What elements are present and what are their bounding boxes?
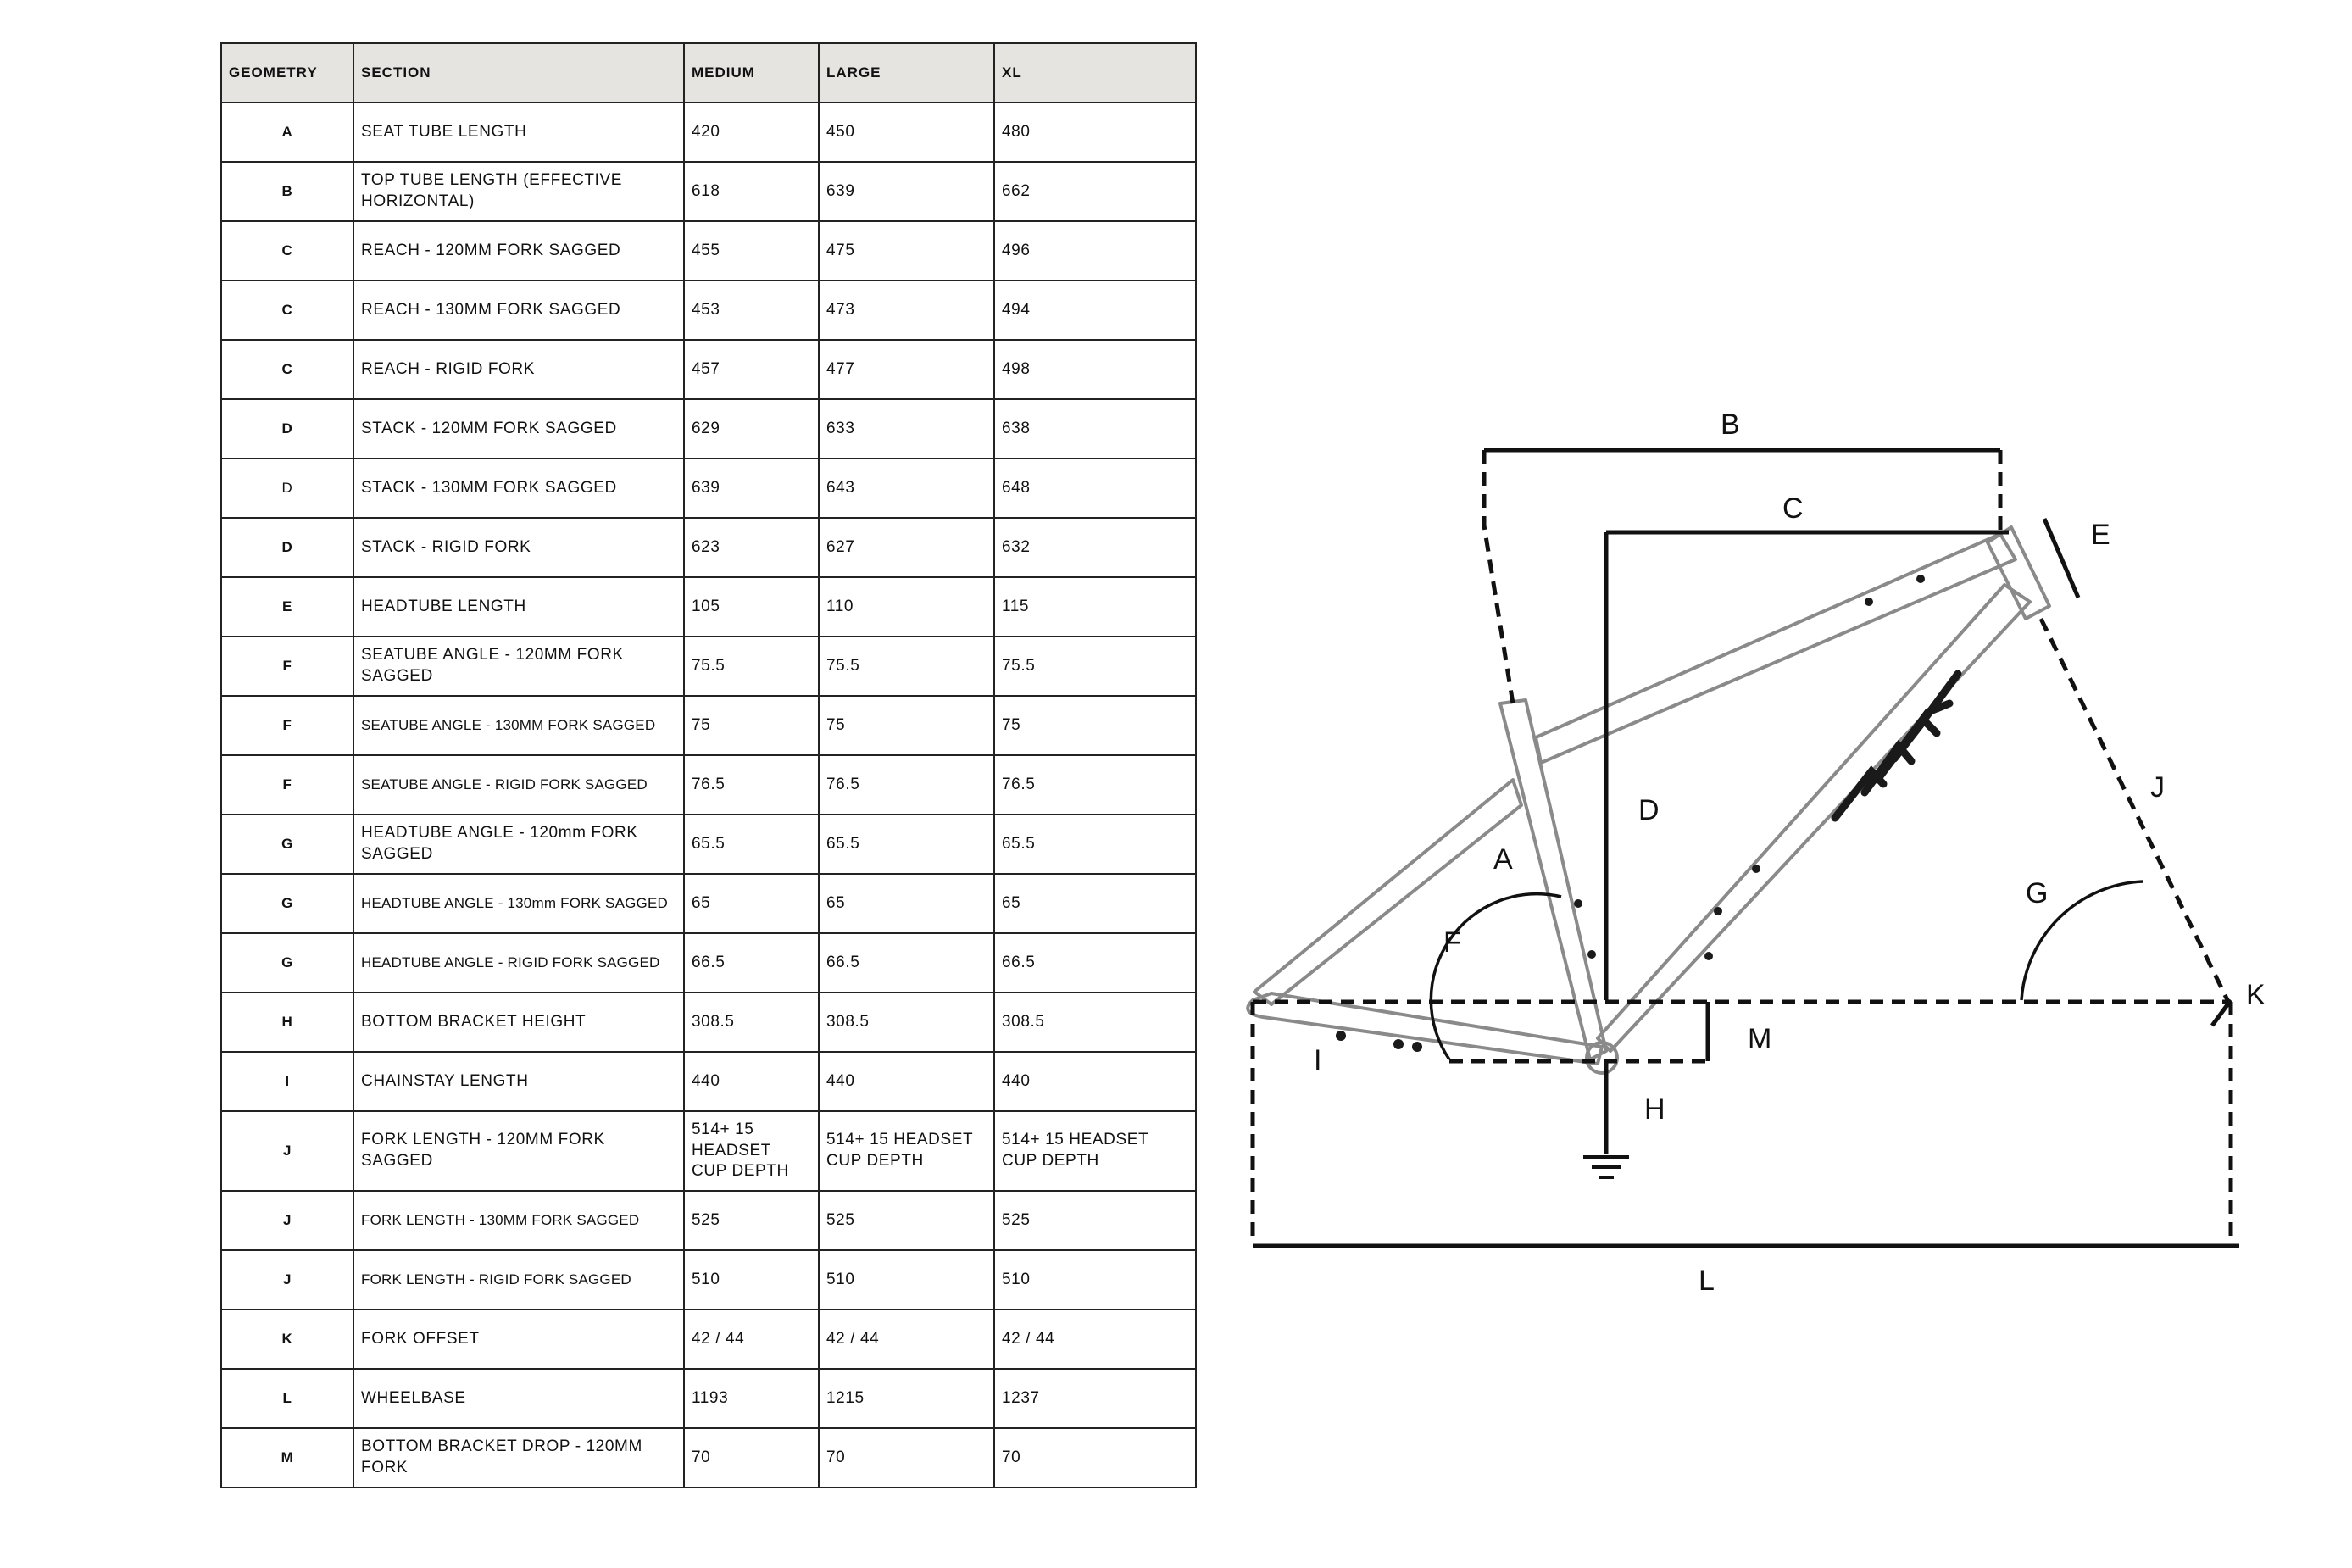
xl-cell: 525 — [994, 1191, 1196, 1250]
section-cell: WHEELBASE — [353, 1369, 684, 1428]
geometry-code: G — [221, 933, 353, 993]
table-row — [221, 103, 1196, 162]
large-cell: 477 — [819, 340, 994, 399]
xl-cell: 648 — [994, 459, 1196, 518]
frame-geometry-diagram — [1220, 373, 2288, 1331]
section-cell: FORK OFFSET — [353, 1309, 684, 1369]
xl-cell: 440 — [994, 1052, 1196, 1111]
dimension-lines — [1253, 450, 2239, 1246]
seat-stay — [1254, 780, 1521, 1004]
label-l: L — [1699, 1265, 1715, 1297]
section-cell: SEATUBE ANGLE - 120MM FORK SAGGED — [353, 637, 684, 696]
table-row — [221, 221, 1196, 281]
geometry-code: I — [221, 1052, 353, 1111]
xl-cell: 70 — [994, 1428, 1196, 1487]
table-row — [221, 933, 1196, 993]
table-row — [221, 162, 1196, 221]
geometry-code: A — [221, 103, 353, 162]
label-f: F — [1443, 926, 1461, 959]
section-cell: SEATUBE ANGLE - RIGID FORK SAGGED — [353, 755, 684, 815]
geometry-code: B — [221, 162, 353, 221]
label-d: D — [1638, 794, 1660, 826]
table-row — [221, 1191, 1196, 1250]
medium-cell: 455 — [684, 221, 819, 281]
label-j: J — [2150, 771, 2165, 803]
medium-cell: 70 — [684, 1428, 819, 1487]
section-cell: FORK LENGTH - 120MM FORK SAGGED — [353, 1111, 684, 1191]
medium-cell: 105 — [684, 577, 819, 637]
dimension-j-dashed — [2041, 619, 2231, 1007]
xl-cell: 498 — [994, 340, 1196, 399]
label-i: I — [1314, 1044, 1322, 1076]
geometry-code: M — [221, 1428, 353, 1487]
medium-cell: 514+ 15 HEADSET CUP DEPTH — [684, 1111, 819, 1191]
large-cell: 70 — [819, 1428, 994, 1487]
label-h: H — [1644, 1093, 1665, 1126]
geometry-code: D — [221, 459, 353, 518]
label-m: M — [1748, 1023, 1772, 1055]
section-cell: REACH - 120MM FORK SAGGED — [353, 221, 684, 281]
table-header-row — [221, 43, 1196, 103]
xl-cell: 42 / 44 — [994, 1309, 1196, 1369]
table-row — [221, 1111, 1196, 1191]
table-row — [221, 874, 1196, 933]
xl-cell: 65.5 — [994, 815, 1196, 874]
geometry-code: F — [221, 637, 353, 696]
xl-cell: 510 — [994, 1250, 1196, 1309]
geometry-code: K — [221, 1309, 353, 1369]
table-row — [221, 1052, 1196, 1111]
table-row — [221, 696, 1196, 755]
medium-cell: 42 / 44 — [684, 1309, 819, 1369]
medium-cell: 65 — [684, 874, 819, 933]
geometry-code: G — [221, 815, 353, 874]
geometry-code: F — [221, 755, 353, 815]
xl-cell: 1237 — [994, 1369, 1196, 1428]
large-cell: 510 — [819, 1250, 994, 1309]
geometry-table — [220, 42, 1197, 1488]
xl-cell: 65 — [994, 874, 1196, 933]
table-row — [221, 755, 1196, 815]
label-b: B — [1721, 409, 1740, 441]
section-cell: HEADTUBE ANGLE - 130mm FORK SAGGED — [353, 874, 684, 933]
geometry-code: L — [221, 1369, 353, 1428]
table-row — [221, 399, 1196, 459]
large-cell: 633 — [819, 399, 994, 459]
geometry-code: J — [221, 1250, 353, 1309]
medium-cell: 457 — [684, 340, 819, 399]
geometry-code: G — [221, 874, 353, 933]
geometry-code: D — [221, 518, 353, 577]
large-cell: 308.5 — [819, 993, 994, 1052]
label-e: E — [2091, 519, 2110, 551]
table-row — [221, 637, 1196, 696]
medium-cell: 639 — [684, 459, 819, 518]
geometry-code: H — [221, 993, 353, 1052]
section-cell: STACK - 120MM FORK SAGGED — [353, 399, 684, 459]
medium-cell: 618 — [684, 162, 819, 221]
xl-cell: 66.5 — [994, 933, 1196, 993]
table-row — [221, 1250, 1196, 1309]
geometry-code: J — [221, 1111, 353, 1191]
medium-cell: 440 — [684, 1052, 819, 1111]
large-cell: 627 — [819, 518, 994, 577]
large-cell: 76.5 — [819, 755, 994, 815]
xl-cell: 494 — [994, 281, 1196, 340]
section-cell: SEAT TUBE LENGTH — [353, 103, 684, 162]
table-row — [221, 577, 1196, 637]
section-cell: REACH - RIGID FORK — [353, 340, 684, 399]
header-geometry: GEOMETRY — [221, 43, 353, 103]
medium-cell: 623 — [684, 518, 819, 577]
medium-cell: 75 — [684, 696, 819, 755]
section-cell: STACK - 130MM FORK SAGGED — [353, 459, 684, 518]
large-cell: 643 — [819, 459, 994, 518]
large-cell: 75.5 — [819, 637, 994, 696]
xl-cell: 75 — [994, 696, 1196, 755]
large-cell: 639 — [819, 162, 994, 221]
brand-logo — [1835, 674, 1958, 818]
medium-cell: 453 — [684, 281, 819, 340]
table-row — [221, 281, 1196, 340]
table-row — [221, 993, 1196, 1052]
medium-cell: 525 — [684, 1191, 819, 1250]
xl-cell: 75.5 — [994, 637, 1196, 696]
section-cell: HEADTUBE ANGLE - 120mm FORK SAGGED — [353, 815, 684, 874]
dimension-b-left-dashed — [1484, 450, 1513, 703]
large-cell: 450 — [819, 103, 994, 162]
table-row — [221, 518, 1196, 577]
medium-cell: 1193 — [684, 1369, 819, 1428]
label-a: A — [1493, 843, 1513, 876]
large-cell: 475 — [819, 221, 994, 281]
head-tube — [1988, 527, 2049, 619]
large-cell: 1215 — [819, 1369, 994, 1428]
medium-cell: 420 — [684, 103, 819, 162]
section-cell: FORK LENGTH - 130MM FORK SAGGED — [353, 1191, 684, 1250]
medium-cell: 308.5 — [684, 993, 819, 1052]
table-row — [221, 1428, 1196, 1487]
section-cell: SEATUBE ANGLE - 130MM FORK SAGGED — [353, 696, 684, 755]
large-cell: 66.5 — [819, 933, 994, 993]
section-cell: CHAINSTAY LENGTH — [353, 1052, 684, 1111]
table-row — [221, 459, 1196, 518]
geometry-code: C — [221, 340, 353, 399]
geometry-code: C — [221, 221, 353, 281]
label-k: K — [2246, 979, 2266, 1011]
header-xl: XL — [994, 43, 1196, 103]
header-section: SECTION — [353, 43, 684, 103]
dimension-e-line — [2044, 519, 2078, 598]
large-cell: 525 — [819, 1191, 994, 1250]
large-cell: 514+ 15 HEADSET CUP DEPTH — [819, 1111, 994, 1191]
section-cell: HEADTUBE ANGLE - RIGID FORK SAGGED — [353, 933, 684, 993]
section-cell: TOP TUBE LENGTH (EFFECTIVE HORIZONTAL) — [353, 162, 684, 221]
table-row — [221, 340, 1196, 399]
large-cell: 75 — [819, 696, 994, 755]
xl-cell: 662 — [994, 162, 1196, 221]
large-cell: 65.5 — [819, 815, 994, 874]
table-row — [221, 815, 1196, 874]
medium-cell: 66.5 — [684, 933, 819, 993]
section-cell: STACK - RIGID FORK — [353, 518, 684, 577]
section-cell: HEADTUBE LENGTH — [353, 577, 684, 637]
angle-f-arc — [1431, 894, 1561, 1059]
ground-icon — [1583, 1157, 1629, 1177]
medium-cell: 76.5 — [684, 755, 819, 815]
xl-cell: 632 — [994, 518, 1196, 577]
down-tube — [1598, 585, 2030, 1051]
large-cell: 42 / 44 — [819, 1309, 994, 1369]
section-cell: REACH - 130MM FORK SAGGED — [353, 281, 684, 340]
xl-cell: 115 — [994, 577, 1196, 637]
header-medium: MEDIUM — [684, 43, 819, 103]
medium-cell: 510 — [684, 1250, 819, 1309]
xl-cell: 638 — [994, 399, 1196, 459]
section-cell: BOTTOM BRACKET DROP - 120MM FORK — [353, 1428, 684, 1487]
xl-cell: 308.5 — [994, 993, 1196, 1052]
medium-cell: 75.5 — [684, 637, 819, 696]
medium-cell: 629 — [684, 399, 819, 459]
geometry-code: J — [221, 1191, 353, 1250]
section-cell: FORK LENGTH - RIGID FORK SAGGED — [353, 1250, 684, 1309]
large-cell: 440 — [819, 1052, 994, 1111]
geometry-code: E — [221, 577, 353, 637]
geometry-code: D — [221, 399, 353, 459]
section-cell: BOTTOM BRACKET HEIGHT — [353, 993, 684, 1052]
label-c: C — [1782, 492, 1804, 525]
geometry-code: C — [221, 281, 353, 340]
large-cell: 110 — [819, 577, 994, 637]
seat-tube — [1500, 700, 1606, 1059]
large-cell: 65 — [819, 874, 994, 933]
large-cell: 473 — [819, 281, 994, 340]
table-row — [221, 1369, 1196, 1428]
geometry-code: F — [221, 696, 353, 755]
table-row — [221, 1309, 1196, 1369]
xl-cell: 496 — [994, 221, 1196, 281]
xl-cell: 76.5 — [994, 755, 1196, 815]
xl-cell: 480 — [994, 103, 1196, 162]
xl-cell: 514+ 15 HEADSET CUP DEPTH — [994, 1111, 1196, 1191]
label-g: G — [2026, 877, 2049, 909]
header-large: LARGE — [819, 43, 994, 103]
medium-cell: 65.5 — [684, 815, 819, 874]
